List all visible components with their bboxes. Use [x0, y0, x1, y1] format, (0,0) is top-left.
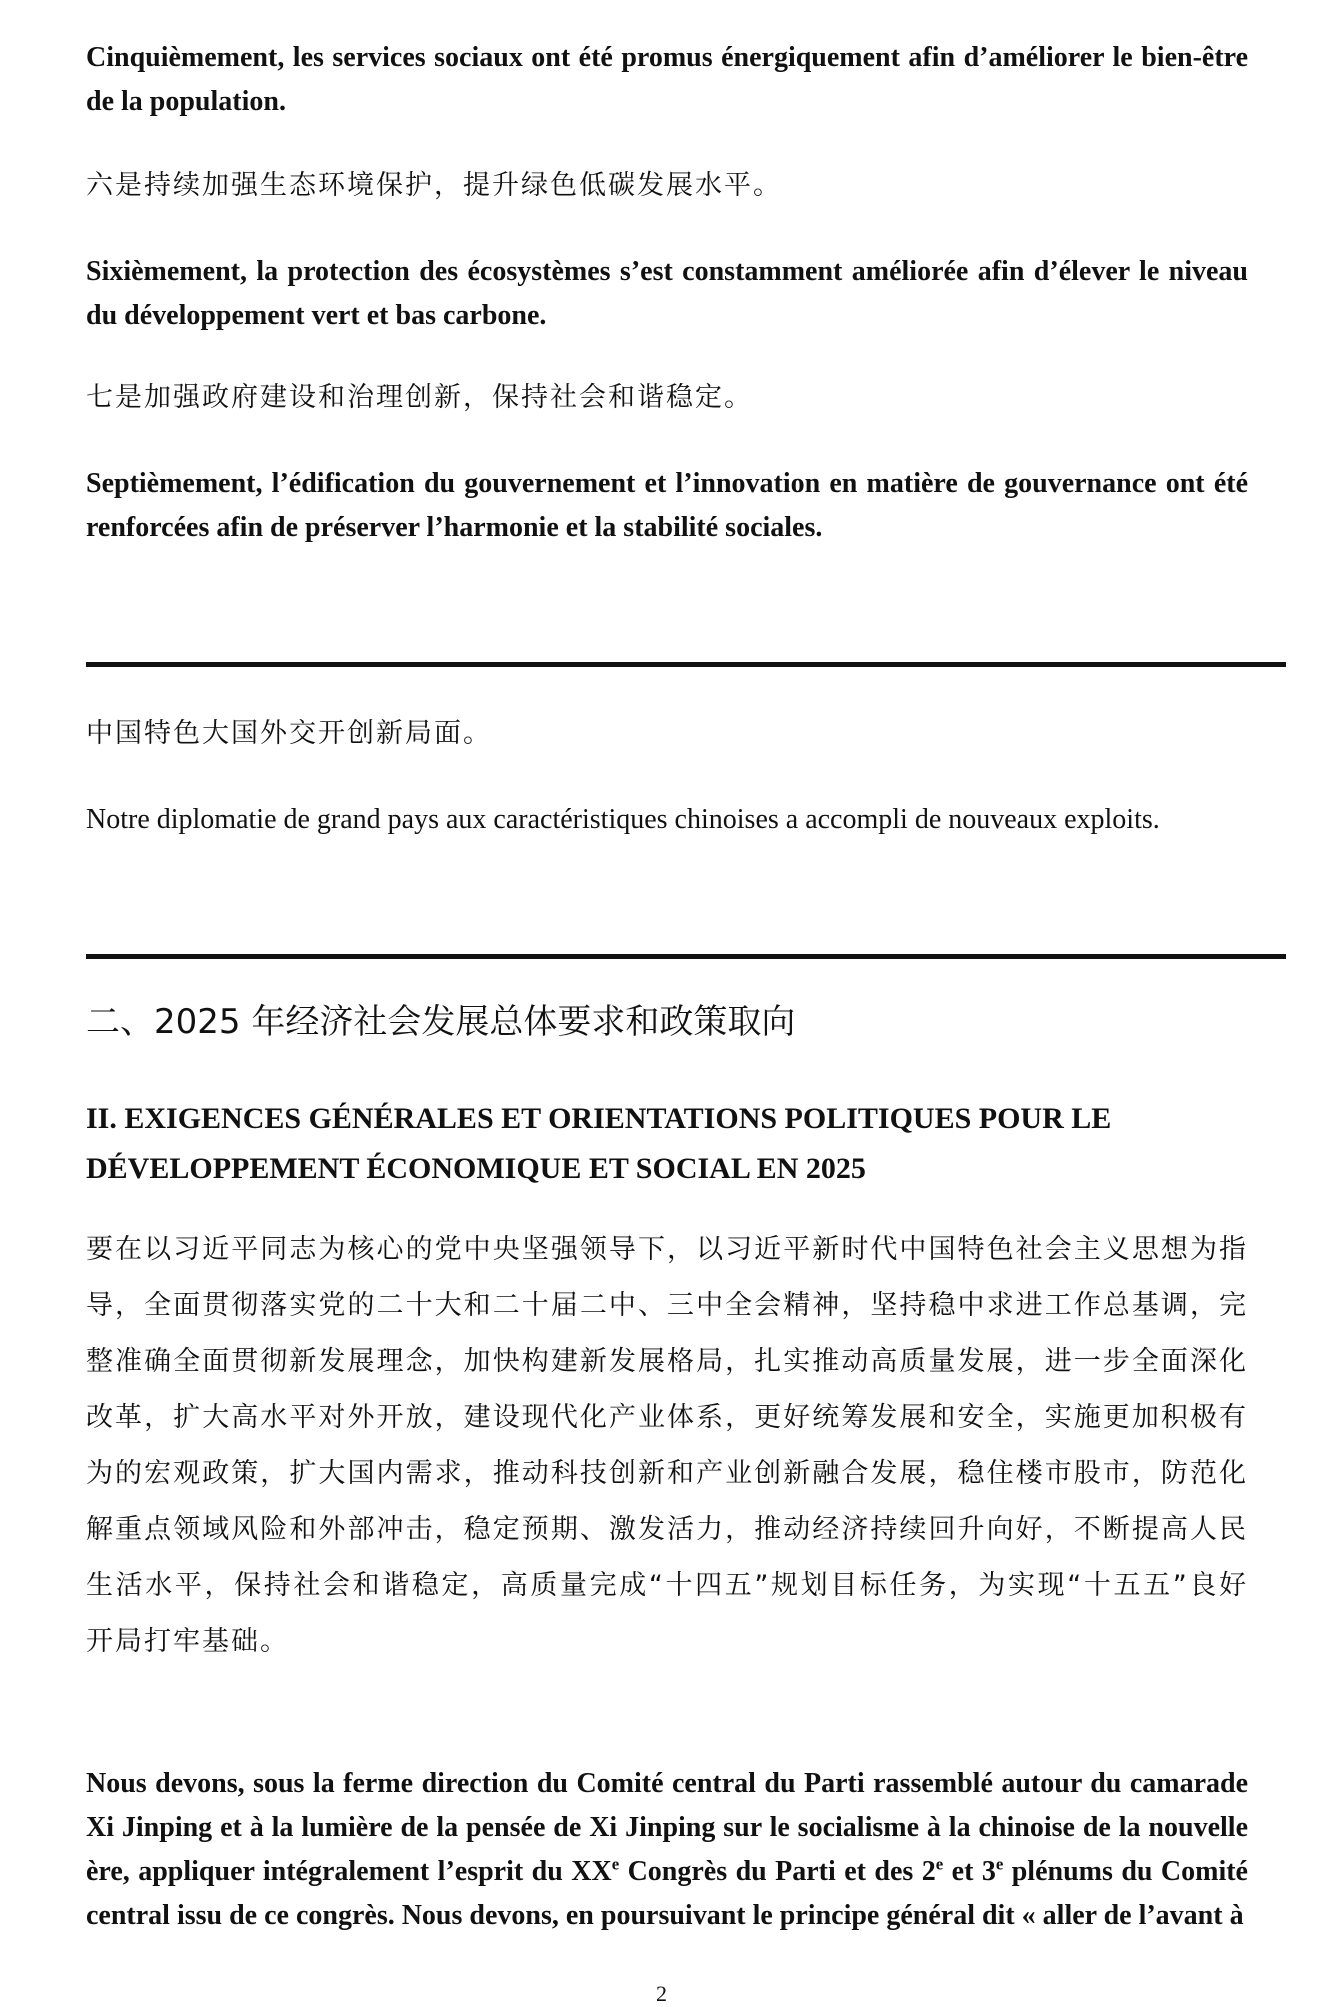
paragraph-fr-diplomacy: Notre diplomatie de grand pays aux caractéristiques chinoises a accompli de nouveaux exploits. [86, 804, 1160, 835]
paragraph-fr-sixth-point: Sixièmement, la protection des écosystèmes s’est constamment améliorée afin d’élever le niveau du développement vert et bas carbone. [86, 256, 1248, 331]
paragraph-fr-seventh-point: Septièmement, l’édification du gouvernement et l’innovation en matière de gouvernance ont été renforcées afin de préserver l’harmonie et la stabilité sociales. [86, 468, 1248, 543]
section-heading-fr: II. EXIGENCES GÉNÉRALES ET ORIENTATIONS POLITIQUES POUR LE DÉVELOPPEMENT ÉCONOMIQUE ET SOCIAL EN 2025 [86, 1102, 1112, 1185]
paragraph-zh-general-requirements: 要在以习近平同志为核心的党中央坚强领导下，以习近平新时代中国特色社会主义思想为指导，全面贯彻落实党的二十大和二十届二中、三中全会精神，坚持稳中求进工作总基调，完整准确全面贯彻新发展理念，加快构建新发展格局，扎实推动高质量发展，进一步全面深化改革，扩大高水平对外开放，建设现代化产业体系，更好统筹发展和安全，实施更加积极有为的宏观政策，扩大国内需求，推动科技创新和产业创新融合发展，稳住楼市股市，防范化解重点领域风险和外部冲击，稳定预期、激发活力，推动经济持续回升向好，不断提高人民生活水平，保持社会和谐稳定，高质量完成“十四五”规划目标任务，为实现“十五五”良好开局打牢基础。 [86, 1234, 1248, 1657]
paragraph-fr-fifth-point: Cinquièmement, les services sociaux ont été promus énergiquement afin d’améliorer le bien-être de la population. [86, 42, 1248, 117]
paragraph-zh-diplomacy: 中国特色大国外交开创新局面。 [86, 718, 492, 749]
paragraph-fr-general-requirements [86, 1762, 1248, 1938]
horizontal-divider [86, 954, 1286, 959]
paragraph-zh-seventh-point: 七是加强政府建设和治理创新，保持社会和谐稳定。 [86, 382, 753, 413]
paragraph-text-part: Congrès du Parti et des 2 [619, 1856, 936, 1887]
section-heading-zh: 二、2025 年经济社会发展总体要求和政策取向 [86, 1002, 796, 1042]
page-number: 2 [656, 1981, 667, 2006]
paragraph-zh-sixth-point: 六是持续加强生态环境保护，提升绿色低碳发展水平。 [86, 170, 782, 201]
ordinal-superscript: e [935, 1854, 944, 1874]
paragraph-text-part: plénums du Comité central issu de ce congrès. Nous devons, en poursuivant le principe général dit « aller de l’avant à [86, 1856, 1248, 1931]
horizontal-divider [86, 662, 1286, 667]
ordinal-superscript: e [995, 1854, 1004, 1874]
ordinal-superscript: e [611, 1854, 620, 1874]
paragraph-text-part: Nous devons, sous la ferme direction du Comité central du Parti rassemblé autour du camarade Xi Jinping et à la lumière de la pensée de Xi Jinping sur le socialisme à la chinoise de la nouvelle ère, appliquer intégralement l’esprit du XX [86, 1768, 1248, 1887]
paragraph-text-part: et 3 [943, 1856, 996, 1887]
